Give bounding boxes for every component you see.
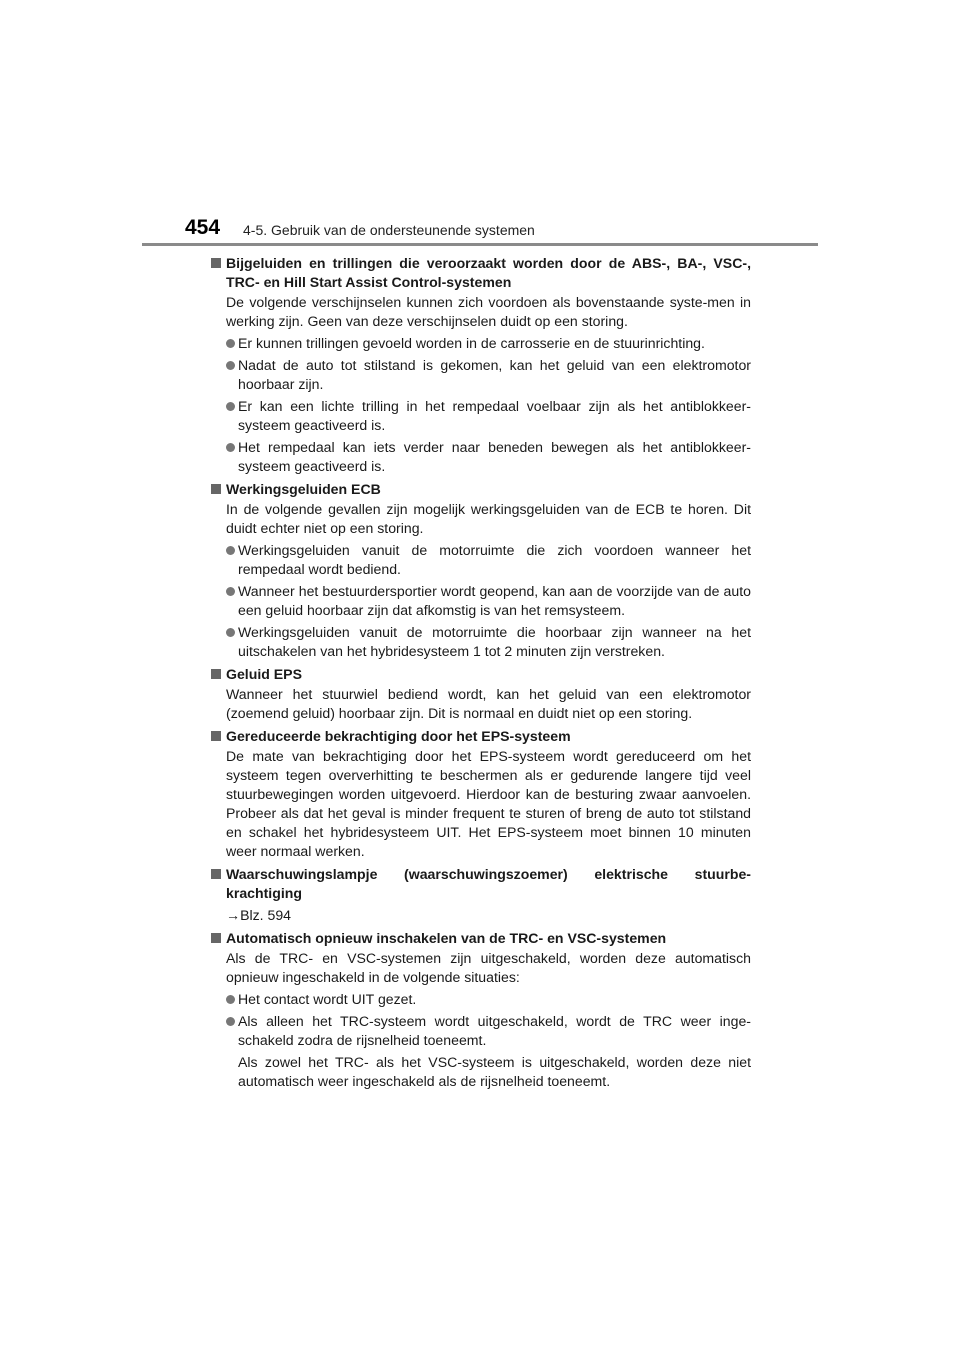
circle-bullet-icon bbox=[226, 402, 235, 411]
section-eps-reduced bbox=[211, 727, 751, 861]
list-item: Nadat de auto tot stilstand is gekomen, kan het geluid van een elektromotor hoorbaar zijn. bbox=[211, 356, 751, 394]
list-item: Het rempedaal kan iets verder naar beneden bewegen als het antiblokkeer-systeem geactiveerd is. bbox=[211, 438, 751, 476]
section-heading: Waarschuwingslampje (waarschuwingszoemer) elektrische stuurbe-krachtiging bbox=[211, 865, 751, 903]
chapter-title: 4-5. Gebruik van de ondersteunende systemen bbox=[243, 222, 535, 238]
circle-bullet-icon bbox=[226, 443, 235, 452]
circle-bullet-icon bbox=[226, 339, 235, 348]
list-item-note: Als zowel het TRC- als het VSC-systeem is uitgeschakeld, worden deze niet automatisch weer ingeschakeld als de rijsnelheid toeneemt. bbox=[238, 1054, 751, 1089]
square-bullet-icon bbox=[211, 484, 221, 494]
section-eps-noise bbox=[211, 665, 751, 723]
circle-bullet-icon bbox=[226, 587, 235, 596]
header-rule bbox=[142, 243, 818, 246]
section-ecb-noise bbox=[211, 480, 751, 661]
list-item: Werkingsgeluiden vanuit de motorruimte die hoorbaar zijn wanneer na het uitschakelen van het hybridesysteem 1 tot 2 minuten zijn verstreken. bbox=[211, 623, 751, 661]
section-warning-light bbox=[211, 865, 751, 925]
section-intro: In de volgende gevallen zijn mogelijk werkingsgeluiden van de ECB te horen. Dit duidt echter niet op een storing. bbox=[226, 501, 751, 536]
circle-bullet-icon bbox=[226, 546, 235, 555]
section-intro: Als de TRC- en VSC-systemen zijn uitgeschakeld, worden deze automatisch opnieuw ingeschakeld in de volgende situaties: bbox=[226, 950, 751, 985]
page-reference: →Blz. 594 bbox=[226, 907, 292, 923]
page-content bbox=[211, 254, 751, 1091]
square-bullet-icon bbox=[211, 933, 221, 943]
list-item: Als alleen het TRC-systeem wordt uitgeschakeld, wordt de TRC weer inge-schakeld zodra de rijsnelheid toeneemt. bbox=[211, 1012, 751, 1050]
square-bullet-icon bbox=[211, 869, 221, 879]
section-intro: De volgende verschijnselen kunnen zich voordoen als bovenstaande syste-men in werking zijn. Geen van deze verschijnselen duidt op een storing. bbox=[226, 294, 751, 329]
section-intro: De mate van bekrachtiging door het EPS-systeem wordt gereduceerd om het systeem tegen oververhitting te beschermen als er gedurende langere tijd veel stuurbewegingen worden uitgevoerd. Hierdoor kan de besturing zwaar aanvoelen. Probeer als dat het geval is minder frequent te sturen of breng de auto tot stilstand en schakel het hybridesysteem UIT. Het EPS-systeem moet binnen 10 minuten weer normaal werken. bbox=[226, 748, 751, 859]
list-item: Het contact wordt UIT gezet. bbox=[211, 990, 751, 1009]
section-trc-vsc bbox=[211, 929, 751, 1091]
circle-bullet-icon bbox=[226, 1017, 235, 1026]
square-bullet-icon bbox=[211, 669, 221, 679]
page-number: 454 bbox=[185, 216, 221, 239]
list-item: Er kunnen trillingen gevoeld worden in de carrosserie en de stuurinrichting. bbox=[211, 334, 751, 353]
section-heading: Bijgeluiden en trillingen die veroorzaakt worden door de ABS-, BA-, VSC-, TRC- en Hill Start Assist Control-systemen bbox=[211, 254, 751, 292]
circle-bullet-icon bbox=[226, 361, 235, 370]
section-heading: Automatisch opnieuw inschakelen van de TRC- en VSC-systemen bbox=[211, 929, 751, 948]
section-intro: Wanneer het stuurwiel bediend wordt, kan het geluid van een elektromotor (zoemend geluid) hoorbaar zijn. Dit is normaal en duidt niet op een storing. bbox=[226, 686, 751, 721]
list-item: Er kan een lichte trilling in het rempedaal voelbaar zijn als het antiblokkeer-systeem geactiveerd is. bbox=[211, 397, 751, 435]
circle-bullet-icon bbox=[226, 628, 235, 637]
section-abs-noise bbox=[211, 254, 751, 476]
square-bullet-icon bbox=[211, 258, 221, 268]
list-item: Wanneer het bestuurdersportier wordt geopend, kan aan de voorzijde van de auto een geluid hoorbaar zijn dat afkomstig is van het remsysteem. bbox=[211, 582, 751, 620]
square-bullet-icon bbox=[211, 731, 221, 741]
section-heading: Geluid EPS bbox=[211, 665, 751, 684]
section-heading: Werkingsgeluiden ECB bbox=[211, 480, 751, 499]
list-item: Werkingsgeluiden vanuit de motorruimte die zich voordoen wanneer het rempedaal wordt bediend. bbox=[211, 541, 751, 579]
section-heading: Gereduceerde bekrachtiging door het EPS-systeem bbox=[211, 727, 751, 746]
circle-bullet-icon bbox=[226, 995, 235, 1004]
